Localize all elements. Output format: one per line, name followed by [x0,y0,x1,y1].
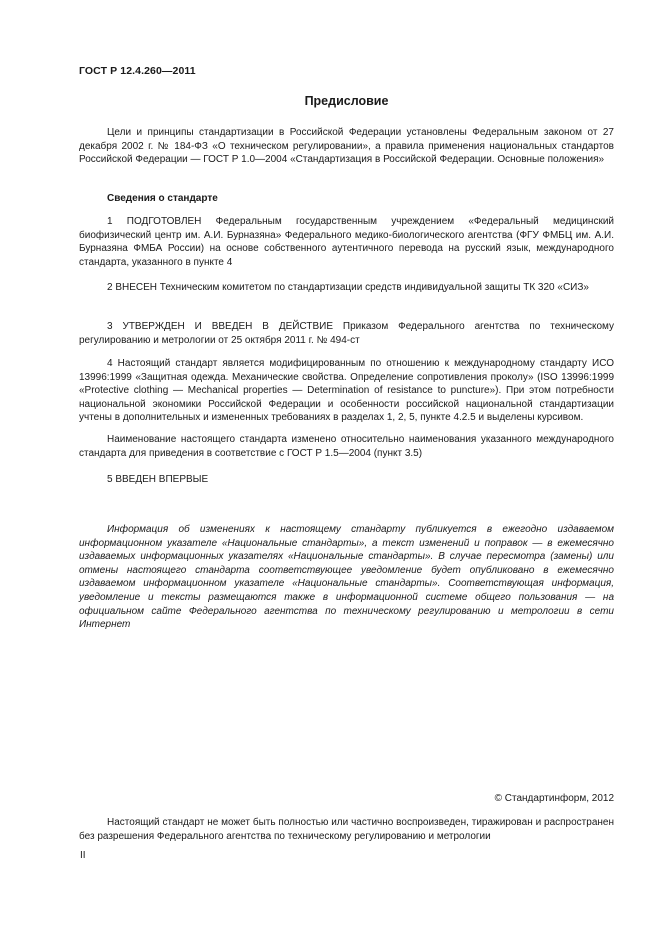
standard-code: ГОСТ Р 12.4.260—2011 [79,65,196,77]
intro-paragraph: Цели и принципы стандартизации в Российской Федерации установлены Федеральным законом от 27 декабря 2002 г. № 184-ФЗ «О техническом регулировании», а правила применения национальных стандартов Российской Федерации — ГОСТ Р 1.0—2004 «Стандартизация в Российской Федерации. Основные положения» [79,127,614,166]
section-heading: Сведения о стандарте [107,193,218,204]
item-4-name-paragraph: Наименование настоящего стандарта изменено относительно наименования указанного международного стандарта для приведения в соответствие с ГОСТ Р 1.5—2004 (пункт 3.5) [79,434,614,459]
reproduction-notice-paragraph: Настоящий стандарт не может быть полностью или частично воспроизведен, тиражирован и распространен без разрешения Федерального агентства по техническому регулированию и метрологии [79,817,614,842]
item-3-paragraph: 3 УТВЕРЖДЕН И ВВЕДЕН В ДЕЙСТВИЕ Приказом Федерального агентства по техническому регулированию и метрологии от 25 октября 2011 г. № 494-ст [79,321,614,346]
info-notice-paragraph: Информация об изменениях к настоящему стандарту публикуется в ежегодно издаваемом информационном указателе «Национальные стандарты», а текст изменений и поправок — в ежемесячно издаваемых информационных указателях «Национальные стандарты». В случае пересмотра (замены) или отмены настоящего стандарта соответствующее уведомление будет опубликовано в ежемесячно издаваемом информационном указателе «Национальные стандарты». Соответствующая информация, уведомление и тексты размещаются также в информационной системе общего пользования — на официальном сайте Федерального агентства по техническому регулированию и метрологии в сети Интернет [79,524,614,631]
copyright-line: © Стандартинформ, 2012 [494,793,614,804]
page-number: II [80,850,86,861]
item-4-paragraph: 4 Настоящий стандарт является модифицированным по отношению к международному стандарту ИСО 13996:1999 «Защитная одежда. Механические свойства. Определение сопротивления проколу» (ISO 13996:1999 «Protective clothing — Mechanical properties — Determination of resistance to puncture»). При этом потребности национальной экономики Российской Федерации и особенности российской национальной стандартизации учтены в дополнительных и измененных требованиях в разделах 1, 2, 5, пункте 4.2.5 и выделены курсивом. [79,358,614,424]
item-2-paragraph: 2 ВНЕСЕН Техническим комитетом по стандартизации средств индивидуальной защиты ТК 320 «СИЗ» [107,282,589,293]
item-5-paragraph: 5 ВВЕДЕН ВПЕРВЫЕ [107,474,209,485]
page-title: Предисловие [304,94,389,108]
item-1-paragraph: 1 ПОДГОТОВЛЕН Федеральным государственным учреждением «Федеральный медицинский биофизический центр им. А.И. Бурназяна» Федерального медико-биологического агентства (ФГУ ФМБЦ им. А.И. Бурназяна ФМБА России) на основе собственного аутентичного перевода на русский язык, международного стандарта, указанного в пункте 4 [79,216,614,268]
